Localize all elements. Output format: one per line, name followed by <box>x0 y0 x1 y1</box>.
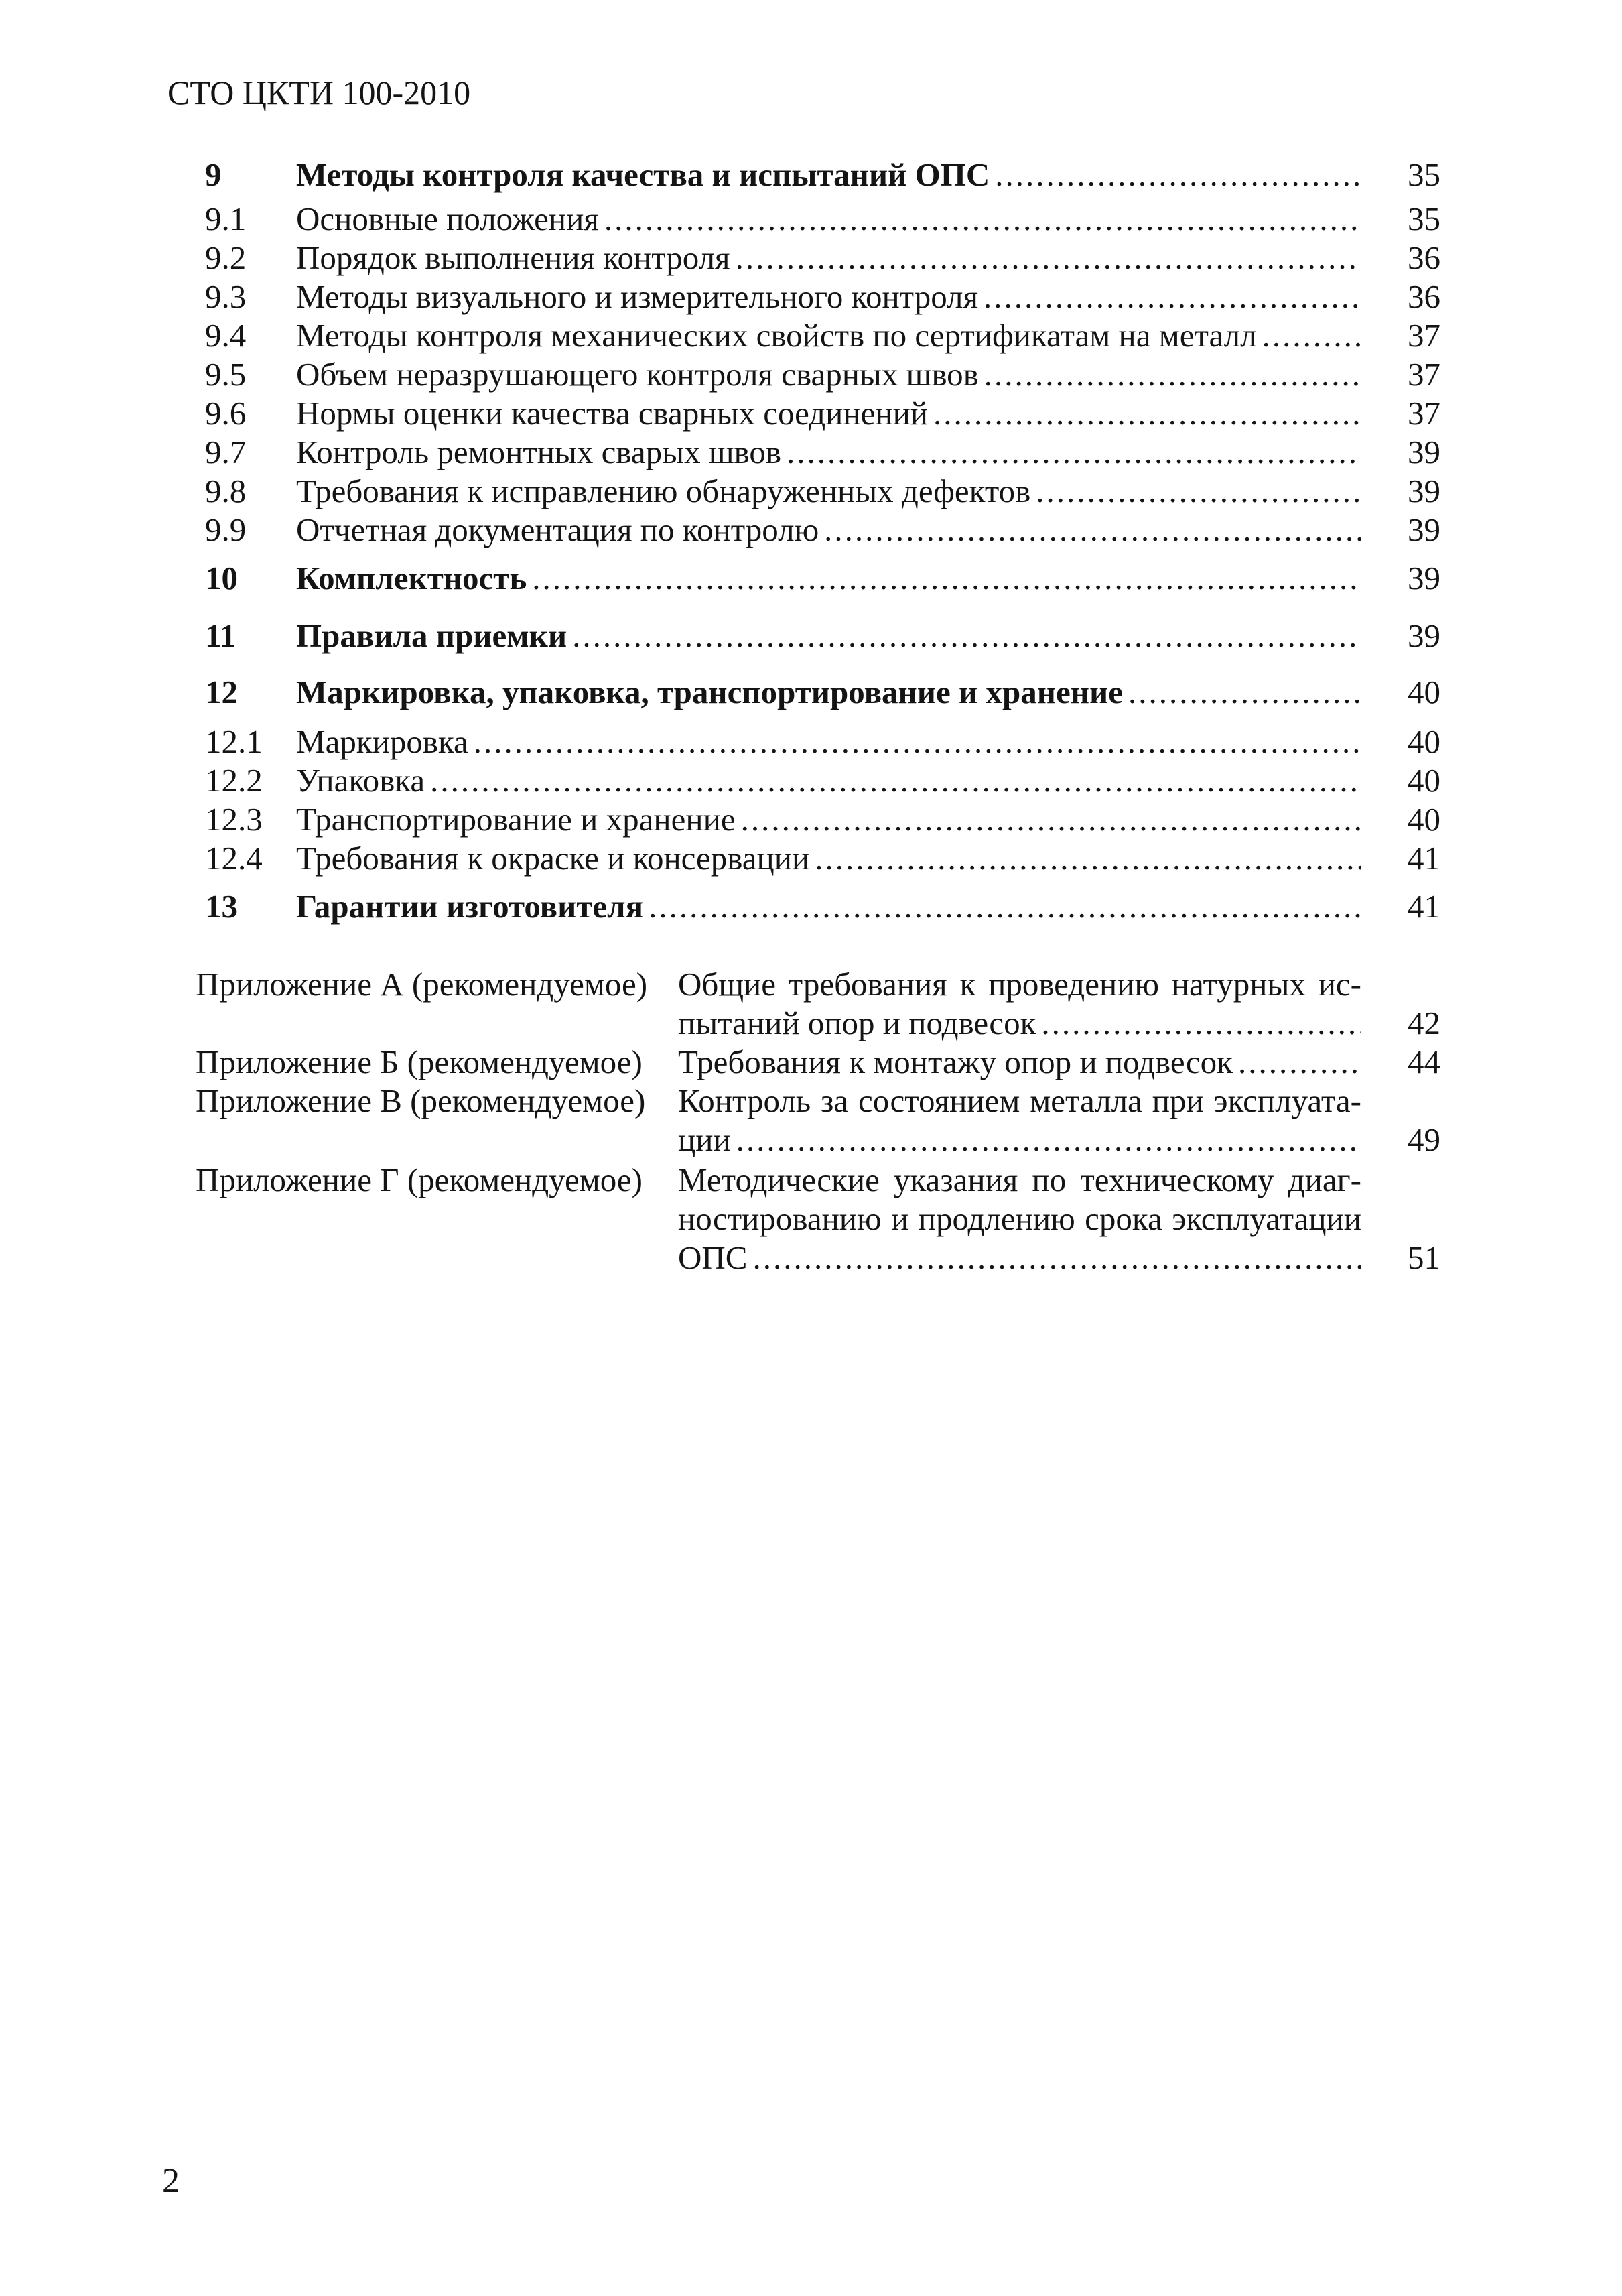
page-number: 2 <box>162 2162 180 2200</box>
toc-entry-page: 41 <box>1408 840 1440 877</box>
dot-leader <box>430 761 1361 800</box>
dot-leader <box>736 239 1361 277</box>
toc-entry[interactable] <box>0 617 1622 655</box>
dot-leader <box>1036 472 1361 511</box>
toc-entry[interactable] <box>0 277 1622 316</box>
toc-entry[interactable] <box>0 673 1622 712</box>
toc-entry-title: Порядок выполнения контроля <box>296 239 730 276</box>
toc-entry-page: 35 <box>1408 156 1440 193</box>
toc-entry-title: Маркировка, упаковка, транспортирование и хранение <box>296 674 1123 710</box>
toc-entry-title: Контроль ремонтных сварых швов <box>296 434 781 470</box>
dot-leader <box>1128 673 1361 712</box>
toc-entry-page: 37 <box>1408 395 1440 432</box>
dot-leader <box>984 277 1361 316</box>
dot-leader <box>572 617 1361 655</box>
dot-leader <box>1041 1004 1361 1043</box>
toc-entry[interactable] <box>0 433 1622 472</box>
toc-entry-number: 9.6 <box>205 395 247 432</box>
toc-entry-page: 39 <box>1408 434 1440 470</box>
toc-entry[interactable] <box>0 472 1622 511</box>
dot-leader <box>787 433 1361 472</box>
toc-entry[interactable] <box>0 761 1622 800</box>
toc-entry-page: 36 <box>1408 239 1440 276</box>
toc-entry-title: Методы контроля качества и испытаний ОПС <box>296 156 990 193</box>
dot-leader <box>649 887 1361 926</box>
toc-entry-title: Методы контроля механических свойств по сертификатам на металл <box>296 317 1257 354</box>
dot-leader <box>933 394 1361 433</box>
document-code-header: СТО ЦКТИ 100-2010 <box>167 74 471 111</box>
toc-entry[interactable] <box>0 511 1622 550</box>
appendix-page: 49 <box>1408 1121 1440 1158</box>
toc-entry[interactable] <box>0 394 1622 433</box>
appendix-label: Приложение Г (рекомендуемое) <box>196 1161 643 1198</box>
toc-entry-page: 40 <box>1408 674 1440 710</box>
toc-entry-page: 39 <box>1408 560 1440 596</box>
toc-entry[interactable] <box>0 722 1622 761</box>
toc-entry-title: Методы визуального и измерительного контроля <box>296 278 979 315</box>
toc-entry-number: 9.4 <box>205 317 247 354</box>
dot-leader <box>995 155 1361 194</box>
toc-entry-number: 12.4 <box>205 840 263 877</box>
dot-leader <box>736 1121 1361 1159</box>
dot-leader <box>752 1238 1361 1277</box>
toc-entry-page: 35 <box>1408 200 1440 237</box>
appendix-title-line: пытаний опор и подвесок <box>678 1005 1036 1041</box>
toc-entry-title: Маркировка <box>296 723 468 760</box>
toc-entry[interactable] <box>0 200 1622 239</box>
toc-entry-title: Гарантии изготовителя <box>296 888 644 925</box>
appendix-title-line: ностированию и продлению срока эксплуатации <box>678 1200 1361 1237</box>
toc-entry-number: 9.9 <box>205 511 247 548</box>
dot-leader <box>474 722 1361 761</box>
toc-entry-page: 36 <box>1408 278 1440 315</box>
appendix-title-line: Общие требования к проведению натурных ис- <box>678 966 1361 1003</box>
toc-entry-title: Объем неразрушающего контроля сварных швов <box>296 356 979 393</box>
appendix-label: Приложение Б (рекомендуемое) <box>196 1043 643 1080</box>
toc-entry-number: 10 <box>205 560 238 596</box>
toc-entry-page: 40 <box>1408 762 1440 799</box>
toc-entry-title: Транспортирование и хранение <box>296 801 736 838</box>
toc-entry-page: 40 <box>1408 723 1440 760</box>
appendix-page: 51 <box>1408 1239 1440 1276</box>
toc-entry-title: Комплектность <box>296 560 527 596</box>
appendix-label: Приложение В (рекомендуемое) <box>196 1082 646 1119</box>
toc-entry-number: 9.7 <box>205 434 247 470</box>
toc-entry-number: 9.2 <box>205 239 247 276</box>
toc-entry-page: 39 <box>1408 511 1440 548</box>
toc-entry[interactable] <box>0 839 1622 878</box>
toc-entry-page: 39 <box>1408 617 1440 654</box>
toc-entry[interactable] <box>0 887 1622 926</box>
dot-leader <box>1262 316 1361 355</box>
toc-entry-page: 37 <box>1408 317 1440 354</box>
toc-entry-number: 12 <box>205 674 238 710</box>
appendix-title-line: Методические указания по техническому диаг- <box>678 1161 1361 1198</box>
toc-entry-number: 12.2 <box>205 762 263 799</box>
toc-entry-page: 41 <box>1408 888 1440 925</box>
appendix-title-line: ОПС <box>678 1239 748 1276</box>
toc-entry[interactable] <box>0 316 1622 355</box>
toc-entry-number: 12.1 <box>205 723 263 760</box>
toc-entry-title: Правила приемки <box>296 617 567 654</box>
dot-leader <box>815 839 1361 878</box>
toc-entry-number: 9.1 <box>205 200 247 237</box>
toc-entry-number: 9.3 <box>205 278 247 315</box>
toc-entry-number: 9 <box>205 156 222 193</box>
toc-entry[interactable] <box>0 800 1622 839</box>
appendix-title-line: ции <box>678 1121 731 1158</box>
appendix-label: Приложение А (рекомендуемое) <box>196 966 648 1003</box>
toc-entry-page: 40 <box>1408 801 1440 838</box>
toc-entry-number: 13 <box>205 888 238 925</box>
toc-entry-number: 12.3 <box>205 801 263 838</box>
appendix-title-line: Требования к монтажу опор и подвесок <box>678 1043 1233 1080</box>
toc-entry-title: Отчетная документация по контролю <box>296 511 819 548</box>
appendix-page: 42 <box>1408 1005 1440 1041</box>
appendix-page: 44 <box>1408 1043 1440 1080</box>
appendix-title-line: Контроль за состоянием металла при эксплуата- <box>678 1082 1361 1119</box>
dot-leader <box>1238 1043 1361 1082</box>
dot-leader <box>532 559 1361 598</box>
toc-entry-number: 9.8 <box>205 472 247 509</box>
toc-entry-number: 11 <box>205 617 236 654</box>
toc-entry-title: Основные положения <box>296 200 599 237</box>
dot-leader <box>824 511 1361 550</box>
toc-entry-title: Нормы оценки качества сварных соединений <box>296 395 929 432</box>
toc-entry[interactable] <box>0 355 1622 394</box>
toc-entry[interactable] <box>0 155 1622 194</box>
toc-entry-title: Требования к окраске и консервации <box>296 840 810 877</box>
toc-entry-page: 37 <box>1408 356 1440 393</box>
toc-entry[interactable] <box>0 559 1622 598</box>
toc-entry-title: Требования к исправлению обнаруженных дефектов <box>296 472 1031 509</box>
toc-entry-number: 9.5 <box>205 356 247 393</box>
toc-entry-page: 39 <box>1408 472 1440 509</box>
dot-leader <box>984 355 1361 394</box>
dot-leader <box>741 800 1361 839</box>
dot-leader <box>604 200 1361 239</box>
toc-entry[interactable] <box>0 239 1622 277</box>
toc-entry-title: Упаковка <box>296 762 425 799</box>
